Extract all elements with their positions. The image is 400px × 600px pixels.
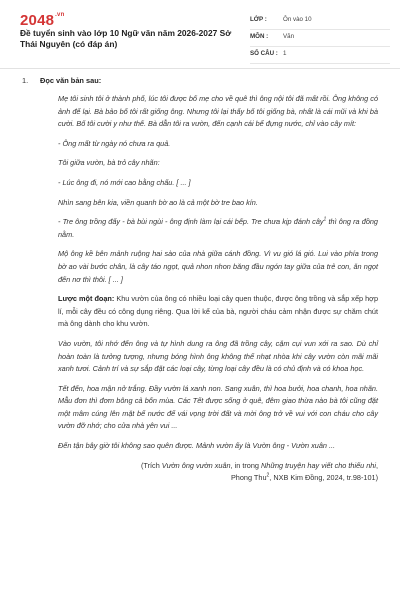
passage-paragraph: Nhìn sang bên kia, viền quanh bờ ao là cả một bờ tre bao kín. <box>58 197 258 207</box>
question-number: 1. <box>22 76 29 85</box>
passage-paragraph: Mộ ông kề bên mảnh ruộng hai sào của nhà giữa cánh đồng. Vì vu gió lá gió. Lui vào phía trong bờ ao vài bước chân, là cây táo ngọt, quả nhon nhon băng đầu ngón tay giữa của trẻ con, ăn ngọt đến nơ thì thôi. [ ... ] <box>58 249 378 284</box>
subject-label: MÔN : <box>250 33 269 40</box>
passage-paragraph: Mẹ tôi sinh tôi ở thành phố, lúc tôi được bố mẹ cho về quê thì ông nội tôi đã mất rồi. Ông không có ảnh để lại. Bà bảo bố tôi rất giống ông. Nhưng tôi lại thấy bố tôi giống bà, nhất là cái mũi và khi bà cười. Bố tôi cười y như thế. Bà dẫn tôi ra vườn, đến cạnh cái bể đựng nước, chỉ vào cây mít: <box>58 94 378 129</box>
logo-text: 2048 <box>20 12 55 29</box>
document-title: Đề tuyển sinh vào lớp 10 Ngữ văn năm 2026-2027 Sở Thái Nguyên (có đáp án) <box>20 28 232 50</box>
meta-row-question-count <box>250 47 390 64</box>
passage-paragraph: Tết đến, hoa mận nở trắng. Đầy vườn lá xanh non. Sang xuân, thì hoa bưởi, hoa chanh, hoa nhãn. Mẫu đơn thì đơm bông cả bốn mùa. Các Tết được sống ở quê, đêm giao thừa nào bà tôi cũng đặt một mâm cúng lên mặt bể nước để vái vọng trời đất và mời ông trở về vui với con cháu cho cây vườn đỡ nhớ; cho cửa nhà yên vui ... <box>58 383 378 431</box>
citation-publisher: , NXB Kim Đồng, 2024, tr.98-101) <box>269 473 378 483</box>
question-title: Đọc văn bản sau: <box>40 76 102 85</box>
footnote-marker: 1 <box>323 216 327 223</box>
passage-paragraph: - Ông mất từ ngày nó chưa ra quả. <box>58 138 171 148</box>
citation-book-title: Những truyện hay viết cho thiếu nhi <box>261 460 376 470</box>
logo-tld: .vn <box>55 12 65 18</box>
meta-info <box>250 13 390 64</box>
subject-value: Văn <box>283 33 295 40</box>
meta-row-subject <box>250 30 390 47</box>
meta-row-class <box>250 13 390 30</box>
citation-work-title: Vườn ông vườn xuân <box>161 460 231 470</box>
passage-paragraph <box>58 216 378 241</box>
header <box>0 0 400 69</box>
question-count-label: SỐ CÂU : <box>250 50 278 57</box>
summary-label: Lược một đoạn: <box>58 294 115 304</box>
passage-paragraph: Vào vườn, tôi nhớ đến ông và tự hình dung ra ông đã trồng cây, cặm cụi vun xới ra sao. Dù chỉ hoàn toàn là tưởng tượng, nhưng bóng hình ông không thể nhạt nhòa khi cây vườn còn mãi mãi xanh tươi. Cảnh trí và sự sắp đặt các loại cây, từng loại cây đều là có chủ định và có khoa học. <box>58 338 378 374</box>
citation-text: , in trong <box>230 460 261 470</box>
summary-paragraph <box>58 293 378 331</box>
citation <box>58 460 378 485</box>
passage-paragraph: - Lúc ông đi, nó mới cao bằng chấu. [ ... ] <box>58 177 191 187</box>
citation-text: , <box>375 460 378 470</box>
class-label: LỚP : <box>250 16 267 23</box>
passage <box>58 93 378 492</box>
passage-paragraph: Tôi giữa vườn, bà trỏ cây nhãn: <box>58 158 160 168</box>
citation-text: (Trích <box>140 460 162 470</box>
passage-text: thì ông ra đồng nằm. <box>58 217 378 239</box>
summary-text: Khu vườn của ông có nhiều loại cây quen thuộc, được ông trồng và sắp xếp hợp lí, mỗi cây đều có công dụng riêng. Qua lời kể của bà, người cháu cảm nhận được sự chăm chút mà ông dành cho khu vườn. <box>58 294 379 329</box>
class-value: Ôn vào 10 <box>283 16 312 23</box>
question-count-value: 1 <box>283 50 287 57</box>
site-logo[interactable] <box>20 12 64 29</box>
citation-author: Phong Thu <box>230 473 267 483</box>
passage-text: - Tre ông trồng đấy - bà bùi ngùi - ông định làm lại cái bếp. Tre chưa kịp đánh cây <box>58 217 324 227</box>
footnote-marker: 2 <box>266 472 270 479</box>
passage-paragraph: Đến tận bây giờ tôi không sao quên được. Mảnh vườn ấy là Vườn ông - Vườn xuân ... <box>58 441 336 451</box>
